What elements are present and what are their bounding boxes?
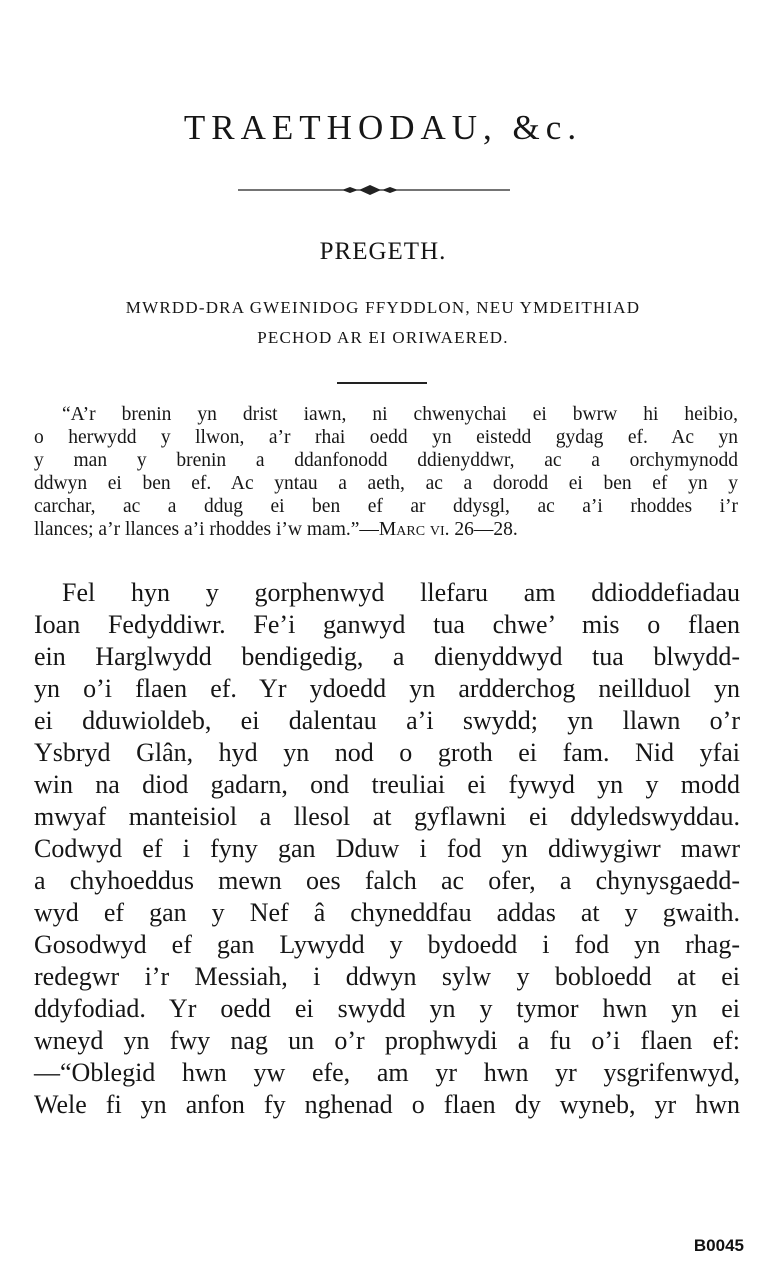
- body-line: Gosodwyd ef gan Lywydd y bydoedd i fod yn rhag-: [34, 930, 740, 959]
- epigraph-line: “A’r brenin yn drist iawn, ni chwenychai ei bwrw hi heibio,: [62, 404, 738, 425]
- epigraph-line: y man y brenin a ddanfonodd ddienyddwr, ac a orchymynodd: [34, 450, 738, 471]
- body-line: wyd ef gan y Nef â chyneddfau addas at y gwaith.: [34, 898, 740, 927]
- ornamental-rule: [238, 183, 510, 197]
- body-line: —“Oblegid hwn yw efe, am yr hwn yr ysgrifenwyd,: [34, 1058, 740, 1087]
- body-line: Fel hyn y gorphenwyd llefaru am ddioddefiadau: [62, 578, 740, 607]
- epigraph-line: o herwydd y llwon, a’r rhai oedd yn eistedd gydag ef. Ac yn: [34, 427, 738, 448]
- running-title: TRAETHODAU, &c.: [183, 108, 583, 147]
- epigraph-line: ddwyn ei ben ef. Ac yntau a aeth, ac a dorodd ei ben ef yn y: [34, 473, 738, 494]
- epigraph-line: carchar, ac a ddug ei ben ef ar ddysgl, ac a’i rhoddes i’r: [34, 496, 738, 517]
- body-line: a chyhoeddus mewn oes falch ac ofer, a chynysgaedd-: [34, 866, 740, 895]
- body-line: win na diod gadarn, ond treuliai ei fywyd yn y modd: [34, 770, 740, 799]
- scripture-reference: Marc vi. 26—28.: [378, 519, 518, 540]
- sermon-heading: PREGETH.: [319, 238, 447, 265]
- section-divider: [337, 382, 427, 384]
- body-line: redegwr i’r Messiah, i ddwyn sylw y bobloedd at ei: [34, 962, 740, 991]
- body-line: Codwyd ef i fyny gan Dduw i fod yn ddiwygiwr mawr: [34, 834, 740, 863]
- subtitle-line: PECHOD AR EI ORIWAERED.: [257, 328, 509, 347]
- body-line: Ioan Fedyddiwr. Fe’i ganwyd tua chwe’ mis o flaen: [34, 610, 740, 639]
- body-line: Ysbryd Glân, hyd yn nod o groth ei fam. Nid yfai: [34, 738, 740, 767]
- body-line: Wele fi yn anfon fy nghenad o flaen dy wyneb, yr hwn: [34, 1090, 740, 1119]
- body-line: yn o’i flaen ef. Yr ydoedd yn ardderchog neillduol yn: [34, 674, 740, 703]
- epigraph-last-line: [34, 519, 738, 541]
- catalog-id: B0045: [693, 1236, 744, 1255]
- body-line: wneyd yn fwy nag un o’r prophwydi a fu o’i flaen ef:: [34, 1026, 740, 1055]
- body-line: ddyfodiad. Yr oedd ei swydd yn y tymor hwn yn ei: [34, 994, 740, 1023]
- epigraph-text: llances; a’r llances a’i rhoddes i’w mam.”—: [34, 519, 379, 540]
- subtitle-line: MWRDD-DRA GWEINIDOG FFYDDLON, NEU YMDEITHIAD: [125, 298, 641, 317]
- body-line: mwyaf manteisiol a llesol at gyflawni ei ddyledswyddau.: [34, 802, 740, 831]
- body-line: ei dduwioldeb, ei dalentau a’i swydd; yn llawn o’r: [34, 706, 740, 735]
- body-line: ein Harglwydd bendigedig, a dienyddwyd tua blwydd-: [34, 642, 740, 671]
